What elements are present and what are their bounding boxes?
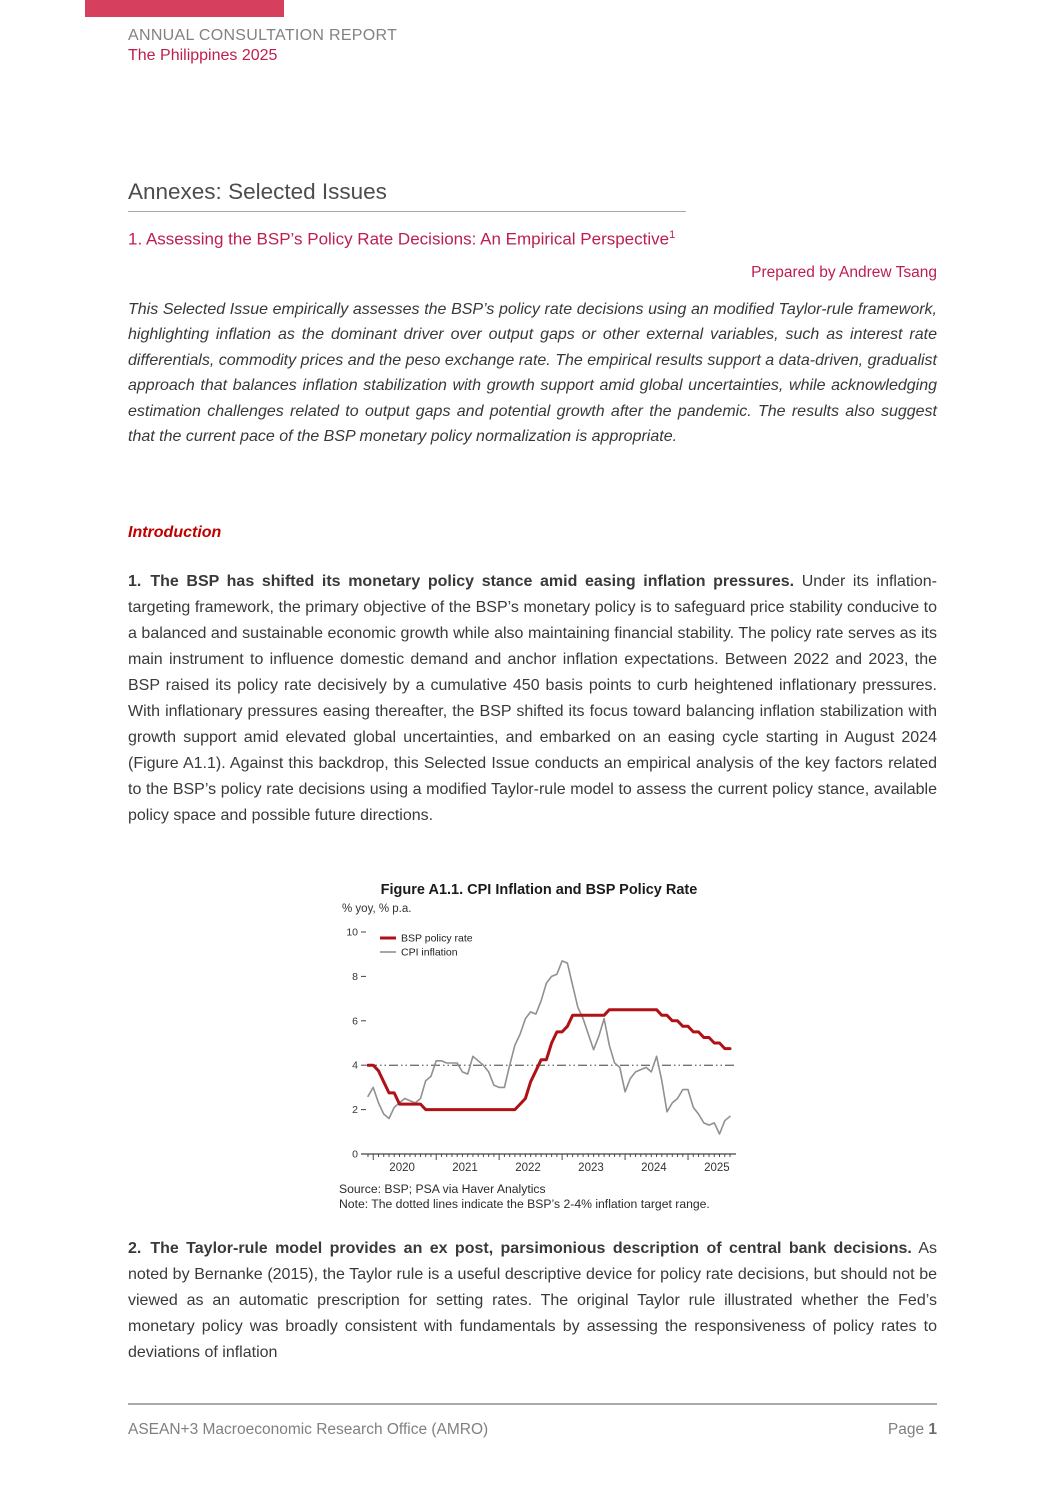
svg-text:2020: 2020 [389,1162,415,1174]
svg-text:10: 10 [346,926,358,939]
paragraph-2-lead: The Taylor-rule model provides an ex post, parsimonious description of central bank decisions. [150,1240,912,1257]
figure-a1-1 [338,879,740,1211]
report-type-label: ANNUAL CONSULTATION REPORT [128,27,398,44]
page-footer [128,1421,937,1439]
abstract-paragraph: This Selected Issue empirically assesses the BSP’s policy rate decisions using an modified Taylor-rule framework, highlighting inflation as the dominant driver over output gaps or other external variables, such as interest rate differentials, commodity prices and the peso exchange rate. The empirical results support a data-driven, gradualist approach that balances inflation stabilization with growth support amid global uncertainties, while acknowledging estimation challenges related to output gaps and potential growth after the pandemic. The results also suggest that the current pace of the BSP monetary policy normalization is appropriate. [128,301,937,446]
svg-text:4: 4 [352,1059,358,1072]
y-axis [346,927,366,1161]
svg-text:0: 0 [352,1148,358,1161]
paragraph-1-lead: The BSP has shifted its monetary policy stance amid easing inflation pressures. [150,573,795,590]
svg-text:2023: 2023 [578,1162,604,1174]
chart-legend [380,933,473,959]
footer-organization: ASEAN+3 Macroeconomic Research Office (AMRO) [128,1421,489,1438]
legend-label: BSP policy rate [401,932,473,945]
svg-text:8: 8 [352,970,358,983]
report-country-label: The Philippines 2025 [128,47,278,64]
paragraph-1 [128,569,937,829]
paragraph-2 [128,1236,937,1366]
svg-text:2021: 2021 [452,1162,478,1174]
figure-source: Source: BSP; PSA via Haver Analytics [339,1182,546,1196]
footer-divider [128,1403,937,1405]
paragraph-2-number: 2. [128,1240,142,1257]
figure-title: Figure A1.1. CPI Inflation and BSP Policy Rate [380,882,698,898]
paragraph-1-number: 1. [128,573,142,590]
page-title: Annexes: Selected Issues [128,179,387,204]
introduction-heading: Introduction [128,524,222,541]
footer-page-number: 1 [928,1421,937,1438]
svg-text:2022: 2022 [515,1162,541,1174]
svg-text:6: 6 [352,1015,358,1028]
paragraph-2-body: As noted by Bernanke (2015), the Taylor rule is a useful descriptive device for policy rate decisions, but should not be viewed as an automatic prescription for setting rates. The original Taylor rule illustrated whether the Fed’s monetary policy was broadly consistent with fundamentals by assessing the responsiveness of policy rates to deviations of inflation [128,1240,937,1361]
cpi-policy-rate-chart [338,916,738,1178]
footer-page-indicator [888,1421,937,1439]
title-divider [128,211,686,212]
section-heading [128,229,937,250]
x-axis [361,1154,736,1174]
paragraph-1-body: Under its inflation-targeting framework, the primary objective of the BSP’s monetary policy is to safeguard price stability conducive to a balanced and sustainable economic growth while also maintaining financial stability. The policy rate serves as its main instrument to influence domestic demand and anchor inflation expectations. Between 2022 and 2023, the BSP raised its policy rate decisively by a cumulative 450 basis points to curb heightened inflationary pressures. With inflationary pressures easing thereafter, the BSP shifted its focus toward balancing inflation stabilization with growth support amid elevated global uncertainties, and embarked on an easing cycle starting in August 2024 (Figure A1.1). Against this backdrop, this Selected Issue conducts an empirical analysis of the key factors related to the BSP’s policy rate decisions using a modified Taylor-rule model to assess the current policy stance, available policy space and possible future directions. [128,573,937,824]
brand-red-bar [85,0,284,17]
legend-label: CPI inflation [401,946,458,959]
svg-text:2025: 2025 [704,1162,730,1174]
byline: Prepared by Andrew Tsang [751,264,937,281]
footnote-marker: 1 [669,229,676,241]
svg-text:2: 2 [352,1104,358,1117]
figure-note: Note: The dotted lines indicate the BSP’s 2-4% inflation target range. [339,1196,710,1211]
footer-page-label: Page [887,1421,925,1438]
svg-text:2024: 2024 [641,1162,667,1174]
figure-unit-label: % yoy, % p.a. [342,903,412,915]
section-heading-text: 1. Assessing the BSP’s Policy Rate Decisions: An Empirical Perspective [128,229,670,249]
